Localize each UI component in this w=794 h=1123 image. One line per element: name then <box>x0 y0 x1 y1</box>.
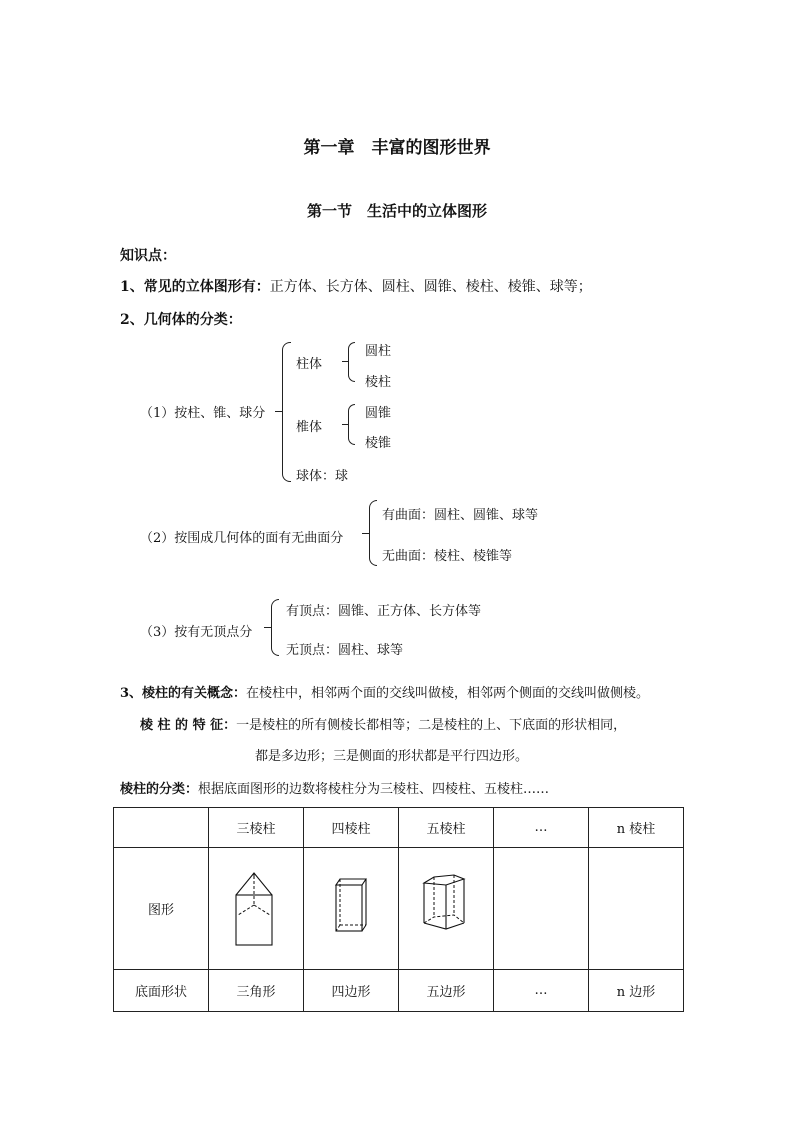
triangular-prism-figure <box>226 857 286 957</box>
brace-a-bottom <box>348 361 355 382</box>
group-b-item-1: 圆锥 <box>365 406 392 421</box>
brace-1-nub <box>275 411 283 412</box>
point-2-heading: 2、几何体的分类： <box>120 312 242 328</box>
brace-3-nub <box>264 627 271 628</box>
classify-2-item-1: 有曲面：圆柱、圆锥、球等 <box>382 508 539 523</box>
prism-classification-body: 根据底面图形的边数将棱柱分为三棱柱、四棱柱、五棱柱…… <box>198 782 550 797</box>
header-ellipsis: … <box>494 808 589 848</box>
brace-1-top <box>282 342 291 412</box>
group-b-item-2: 棱锥 <box>365 436 392 451</box>
header-triangular-prism: 三棱柱 <box>209 808 304 848</box>
prism-feature-body: 一是棱柱的所有侧棱长都相等；二是棱柱的上、下底面的形状相同， <box>236 718 627 733</box>
classify-2-item-2: 无曲面：棱柱、棱锥等 <box>382 549 513 564</box>
classify-2-label: （2）按围成几何体的面有无曲面分 <box>140 531 344 546</box>
brace-b-bottom <box>348 424 355 445</box>
figure-n-prism-cell <box>589 848 684 970</box>
prism-classification <box>120 778 549 797</box>
base-pentagon: 五边形 <box>399 970 494 1012</box>
brace-2-bottom <box>369 533 377 566</box>
brace-3-bottom <box>271 627 279 656</box>
prism-feature-body-2: 都是多边形；三是侧面的形状都是平行四边形。 <box>255 749 529 764</box>
table-header-row <box>114 808 684 848</box>
chapter-title: 第一章 丰富的图形世界 <box>303 138 491 158</box>
base-quadrilateral: 四边形 <box>304 970 399 1012</box>
base-row-label: 底面形状 <box>114 970 209 1012</box>
pentagonal-prism-figure <box>416 857 476 957</box>
classify-3-label: （3）按有无顶点分 <box>140 625 253 640</box>
classify-1-label: （1）按柱、锥、球分 <box>140 406 266 421</box>
base-ellipsis: … <box>494 970 589 1012</box>
group-c-label: 球体：球 <box>296 469 349 484</box>
brace-2-top <box>369 500 377 534</box>
table-figure-row <box>114 848 684 970</box>
point-1-body: 正方体、长方体、圆柱、圆锥、棱柱、棱锥、球等； <box>269 279 592 295</box>
figure-pentagonal-prism-cell <box>399 848 494 970</box>
brace-b-nub <box>342 424 348 425</box>
brace-a-top <box>348 342 355 362</box>
prism-feature <box>140 714 626 733</box>
classify-3-item-2: 无顶点：圆柱、球等 <box>286 643 404 658</box>
point-3 <box>120 682 649 701</box>
group-b-label: 椎体 <box>296 420 323 435</box>
point-1 <box>120 276 592 296</box>
classify-3-item-1: 有顶点：圆锥、正方体、长方体等 <box>286 604 482 619</box>
group-a-label: 柱体 <box>296 357 323 372</box>
section-title: 第一节 生活中的立体图形 <box>306 202 487 220</box>
group-a-item-1: 圆柱 <box>365 344 392 359</box>
brace-b-top <box>348 404 355 425</box>
header-n-prism: n 棱柱 <box>589 808 684 848</box>
brace-3-top <box>271 599 279 628</box>
figure-quadrangular-prism-cell <box>304 848 399 970</box>
knowledge-label: 知识点： <box>120 248 176 264</box>
brace-a-nub <box>342 361 348 362</box>
brace-1-bottom <box>282 411 291 482</box>
table-corner-cell <box>114 808 209 848</box>
figure-row-label: 图形 <box>114 848 209 970</box>
figure-triangular-prism-cell <box>209 848 304 970</box>
point-3-heading: 3、棱柱的有关概念： <box>120 686 247 701</box>
figure-ellipsis-cell <box>494 848 589 970</box>
base-n-gon: n 边形 <box>589 970 684 1012</box>
quadrangular-prism-figure <box>326 857 376 957</box>
prism-classification-heading: 棱柱的分类： <box>120 782 199 797</box>
header-quadrangular-prism: 四棱柱 <box>304 808 399 848</box>
prism-table <box>113 807 684 1012</box>
header-pentagonal-prism: 五棱柱 <box>399 808 494 848</box>
base-triangle: 三角形 <box>209 970 304 1012</box>
brace-2-nub <box>362 533 369 534</box>
table-base-row <box>114 970 684 1012</box>
prism-feature-heading: 棱 柱 的 特 征： <box>140 718 237 733</box>
point-3-body: 在棱柱中，相邻两个面的交线叫做棱，相邻两个侧面的交线叫做侧棱。 <box>246 686 650 701</box>
group-a-item-2: 棱柱 <box>365 375 392 390</box>
point-1-heading: 1、常见的立体图形有： <box>120 279 270 295</box>
